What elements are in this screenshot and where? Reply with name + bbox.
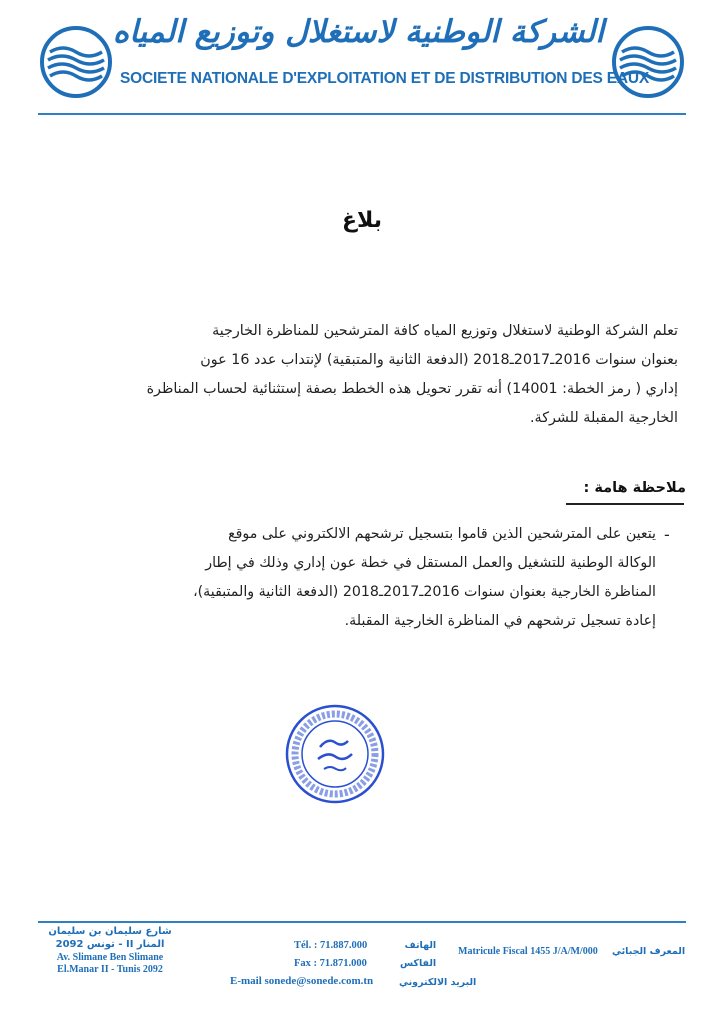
important-note-heading: ملاحظة هامة : — [583, 480, 686, 496]
note-line: إعادة تسجيل ترشحهم في المناظرة الخارجية المقبلة. — [344, 613, 656, 629]
note-line: الوكالة الوطنية للتشغيل والعمل المستقل في خطة عون إداري وذلك في إطار — [205, 555, 656, 571]
footer-divider — [38, 921, 686, 923]
footer-phone-fax — [294, 937, 367, 973]
paragraph-line: تعلم الشركة الوطنية لاستغلال وتوزيع المياه كافة المترشحين للمناظرة الخارجية — [212, 323, 678, 339]
paragraph-line: بعنوان سنوات 2016ـ2017ـ2018 (الدفعة الثانية والمتبقية) لإنتداب عدد 16 عون — [200, 352, 678, 368]
address-french-city: El.Manar II - Tunis 2092 — [57, 964, 163, 976]
phone-label-arabic: الهاتف — [404, 940, 437, 951]
important-note-text — [70, 520, 656, 636]
document-title: بلاغ — [342, 208, 382, 233]
note-line: المناظرة الخارجية بعنوان سنوات 2016ـ2017ـ2018 (الدفعة الثانية والمتبقية)، — [193, 584, 656, 600]
water-logo-icon — [612, 26, 684, 98]
water-logo-icon — [40, 26, 112, 98]
fax-number: Fax : 71.871.000 — [294, 958, 367, 969]
footer-phone-fax-arabic — [400, 937, 436, 973]
address-french-street: Av. Slimane Ben Slimane — [56, 951, 164, 963]
note-line: يتعين على المترشحين الذين قاموا بتسجيل ترشحهم الالكتروني على موقع — [228, 526, 656, 542]
phone-number: Tél. : 71.887.000 — [294, 940, 368, 951]
tax-id-label-arabic: المعرف الجبائي — [612, 946, 686, 957]
company-name-french: SOCIETE NATIONALE D'EXPLOITATION ET DE DISTRIBUTION DES EAUX — [120, 70, 650, 87]
footer-email: E-mail sonede@sonede.com.tn — [230, 975, 374, 987]
tax-id: Matricule Fiscal 1455 J/A/M/000 — [458, 946, 598, 957]
company-name-arabic: الشركة الوطنية لاستغلال وتوزيع المياه — [112, 14, 604, 50]
header-divider — [38, 113, 686, 115]
address-arabic-street: شارع سليمان بن سليمان — [48, 926, 172, 937]
paragraph-line: إداري ( رمز الخطة: 14001) أنه تقرر تحويل هذه الخطط بصفة إستثنائية لحساب المناظرة — [146, 381, 678, 397]
announcement-paragraph — [88, 317, 678, 433]
letterhead — [0, 0, 724, 120]
heading-underline — [566, 503, 684, 505]
email-label-arabic: البريد الالكتروني — [399, 977, 477, 988]
list-bullet: - — [664, 525, 670, 544]
paragraph-line: الخارجية المقبلة للشركة. — [529, 410, 678, 426]
footer-address — [30, 926, 190, 977]
address-arabic-city: المنار II - تونس 2092 — [55, 938, 165, 950]
fax-label-arabic: الفاكس — [400, 958, 437, 969]
official-stamp — [284, 703, 386, 805]
